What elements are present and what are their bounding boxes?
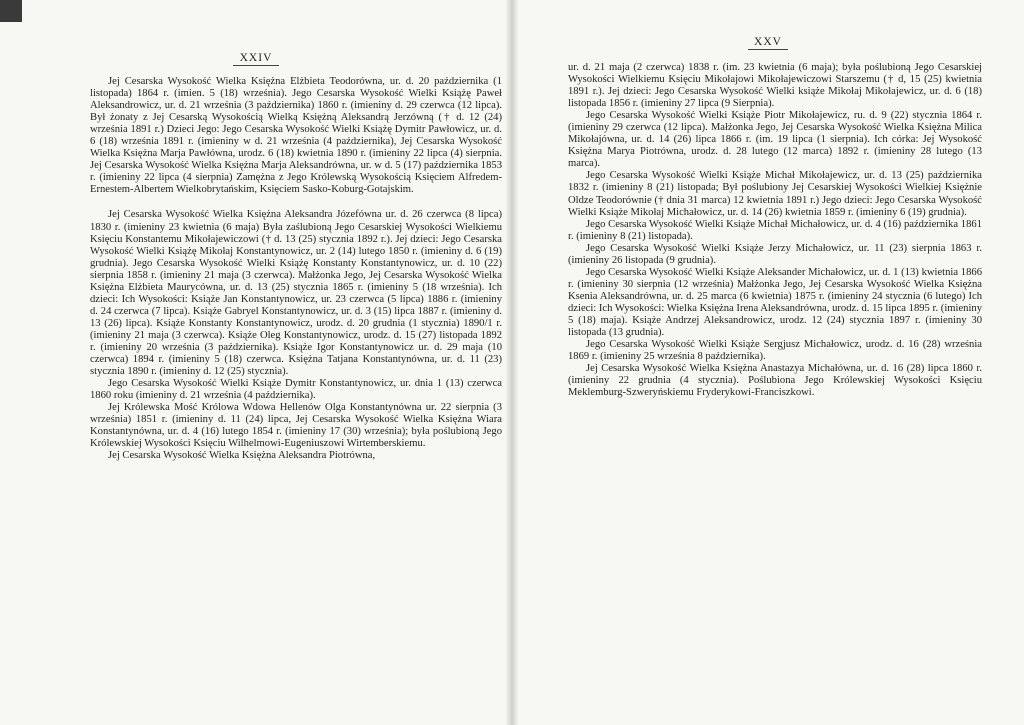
scan-corner-mark [0,0,22,22]
left-page-text-column [90,76,502,462]
right-page [512,0,1024,725]
paragraph: Jego Cesarska Wysokość Wielki Książe Piotr Mikołajewicz, ru. d. 9 (22) stycznia 1864 r. (imieniny 29 czerwca (12 lipca). Małżonka Jego, Jej Cesarska Wysokość Wielka Księżna Milica Mikołajówna, ur. d. 14 (26) lipca 1866 r. (im. 19 lipca (1 sierpnia). Ich córka: Jej Wysokość Księżna Marya Piotrówna, urodz. d. 28 lutego (12 marca) 1892 r. (imieniny 28 lutego (13 marca). [568,110,982,170]
book-gutter [505,0,519,725]
paragraph-separator [90,196,502,209]
page-number-right-rule [748,49,788,50]
paragraph: Jej Cesarska Wysokość Wielka Księżna Elżbieta Teodorówna, ur. d. 20 października (1 listopada) 1864 r. (imien. 5 (18) września). Jego Cesarska Wysokość Wielki Książę Paweł Aleksandrowicz, ur. d. 21 września (3 października) 1860 r. (imieniny d. 29 czerwca (12 lipca). Był żonaty z Jej Cesarską Wysokością Wielką Księżną Aleksandrą Jerzówną († d. 12 (24) września 1891 r.) Dzieci Jego: Jego Cesarska Wysokość Wielki Książę Dymitr Pawłowicz, ur. d. 6 (18) września 1891 r. (imieniny w d. 21 września (4 października), Jej Cesarska Wysokość Wielka Księżna Marja Pawłówna, urodz. 6 (18) kwietnia 1890 r. (imieniny 22 lipca (4) sierpnia. Jej Cesarska Wysokość Wielka Księżna Marja Aleksandrówna, ur. w d. 5 (17) października 1853 r. (imieniny 22 lipca (4 sierpnia) Zamężna z Jego Królewską Wysokością Księciem Alfredem-Ernestem-Albertem Wielkobrytańskim, Księciem Sasko-Koburg-Gotajskim. [90,76,502,196]
paragraph: Jej Królewska Mość Królowa Wdowa Hellenów Olga Konstantynówna ur. 22 sierpnia (3 września) 1851 r. (imieniny d. 11 (24) lipca, Jej Cesarska Wysokość Wielka Księżna Wiara Konstantynówna, ur. d. 4 (16) lutego 1854 r. (imieniny 17 (30) września); była poślubioną Jego Królewskiej Wysokości Księciu Wilhelmowi-Eugeniuszowi Wirtemberskiemu. [90,402,502,450]
page-number-left-rule [233,65,279,66]
page-number-left-text: XXIV [239,52,273,64]
paragraph: Jej Cesarska Wysokość Wielka Księżna Aleksandra Józefówna ur. d. 26 czerwca (8 lipca) 1830 r. (imieniny 23 kwietnia (6 maja) Była zaślubioną Jego Cesarskiej Wysokości Wielkiemu Księciu Konstantemu Mikołajewiczowi († d. 13 (25) stycznia 1892 r.). Jej dzieci: Jego Cesarska Wysokość Wielki Książę Mikołaj Konstantynowicz, ur. 2 (14) lutego 1850 r. (imieniny d. 6 (19) grudnia). Jego Cesarska Wysokość Wielki Książę Konstanty Konstantynowicz, ur. d. 10 (22) sierpnia 1858 r. (imieniny 21 maja (3 czerwca). Małżonka Jego, Jej Cesarska Wysokość Wielka Księżna Elżbieta Maurycówna, ur. d. 13 (25) stycznia 1865 r. (imieniny 5 (18 września). Ich dzieci: Ich Wysokości: Książe Jan Konstantynowicz, ur. 23 czerwca (5 lipca) 1886 r. (imieniny d. 24 czerwca (7 lipca). Książe Gabryel Konstantynowicz, ur. d. 3 (15) lipca 1887 r. (imieniny d. 13 (26) lipca). Książe Konstanty Konstantynowicz, urodz. d. 20 grudnia (1 stycznia) 1890/1 r. (imieniny 21 maja (3 czerwca). Książe Oleg Konstantynowicz, urodz. d. 15 (27) listopada 1892 r. (imieniny 20 września (3 października). Książe Igor Konstantynowicz ur. d. 29 maja (10 czerwca) 1894 r. (imieniny 5 (18) czerwca. Księżna Tatjana Konstantynówna, ur. d. 11 (23) stycznia 1890 r. (imieniny d. 12 (25) stycznia). [90,209,502,378]
paragraph: Jego Cesarska Wysokość Wielki Książe Michał Mikołajewicz, ur. d. 13 (25) października 1832 r. (imieniny 8 (21) listopada; Był poślubiony Jej Cesarskiej Wysokości Wielkiej Księżnie Oldze Teodorównie († dnia 31 marca) 12 kwietnia 1891 r.) Jego dzieci: Jego Cesarska Wysokość Wielki Książe Mikołaj Michałowicz, ur. d. 14 (26) kwietnia 1859 r. (imieniny 6 (19) grudnia). [568,170,982,218]
paragraph: Jego Cesarska Wysokość Wielki Książe Michał Michałowicz, ur. d. 4 (16) października 1861 r. (imieniny 8 (21) listopada). [568,218,982,242]
paragraph: Jego Cesarska Wysokość Wielki Książe Sergjusz Michałowicz, urodz. d. 16 (28) września 1869 r. (imieniny 25 września 8 października). [568,339,982,363]
page-number-left [0,52,512,66]
paragraph: Jego Cesarska Wysokość Wielki Książe Jerzy Michałowicz, ur. 11 (23) sierpnia 1863 r. (imieniny 26 listopada (9 grudnia). [568,242,982,266]
page-number-right [512,36,1024,50]
right-page-text-column [568,62,982,399]
paragraph: Jego Cesarska Wysokość Wielki Książe Aleksander Michałowicz, ur. d. 1 (13) kwietnia 1866 r. (imieniny 30 sierpnia (12 września) Małżonka Jego, Jej Cesarska Wysokość Wielka Księżna Ksenia Aleksandrówna, ur. d. 25 marca (6 kwietnia) 1875 r. (imieniny 24 stycznia (6 lutego) Ich dzieci: Ich Wysokości: Wielka Księżna Irena Aleksandrówna, urodz. d. 15 lipca 1895 r. (imieniny 5 (18) maja). Książe Andrzej Aleksandrowicz, urodz. 12 (24) stycznia 1897 r. (imieniny 30 listopada (13 grudnia). [568,266,982,339]
paragraph: Jej Cesarska Wysokość Wielka Księżna Anastazya Michałówna, ur. d. 16 (28) lipca 1860 r. (imieniny 22 grudnia (4 stycznia). Poślubiona Jego Królewskiej Wysokości Księciu Meklemburg-Szweryńskiemu Fryderykowi-Franciszkowi. [568,363,982,399]
page-number-right-text: XXV [754,36,782,48]
paragraph: ur. d. 21 maja (2 czerwca) 1838 r. (im. 23 kwietnia (6 maja); była poślubioną Jego Cesarskiej Wysokości Wielkiemu Księciu Mikołajowi Mikołajewiczowi Starszemu († d, 15 (25) kwietnia 1891 r.). Jej dzieci: Jego Cesarska Wysokość Wielki książe Mikołaj Mikołajewicz, ur. d. 6 (18) listopada 1856 r. (imieniny 27 lipca (9 Sierpnia). [568,62,982,110]
paragraph: Jej Cesarska Wysokość Wielka Księżna Aleksandra Piotrówna, [108,450,376,462]
paragraph: Jego Cesarska Wysokość Wielki Książe Dymitr Konstantynowicz, ur. dnia 1 (13) czerwca 1860 roku (imieniny d. 21 września (4 października). [90,378,502,402]
